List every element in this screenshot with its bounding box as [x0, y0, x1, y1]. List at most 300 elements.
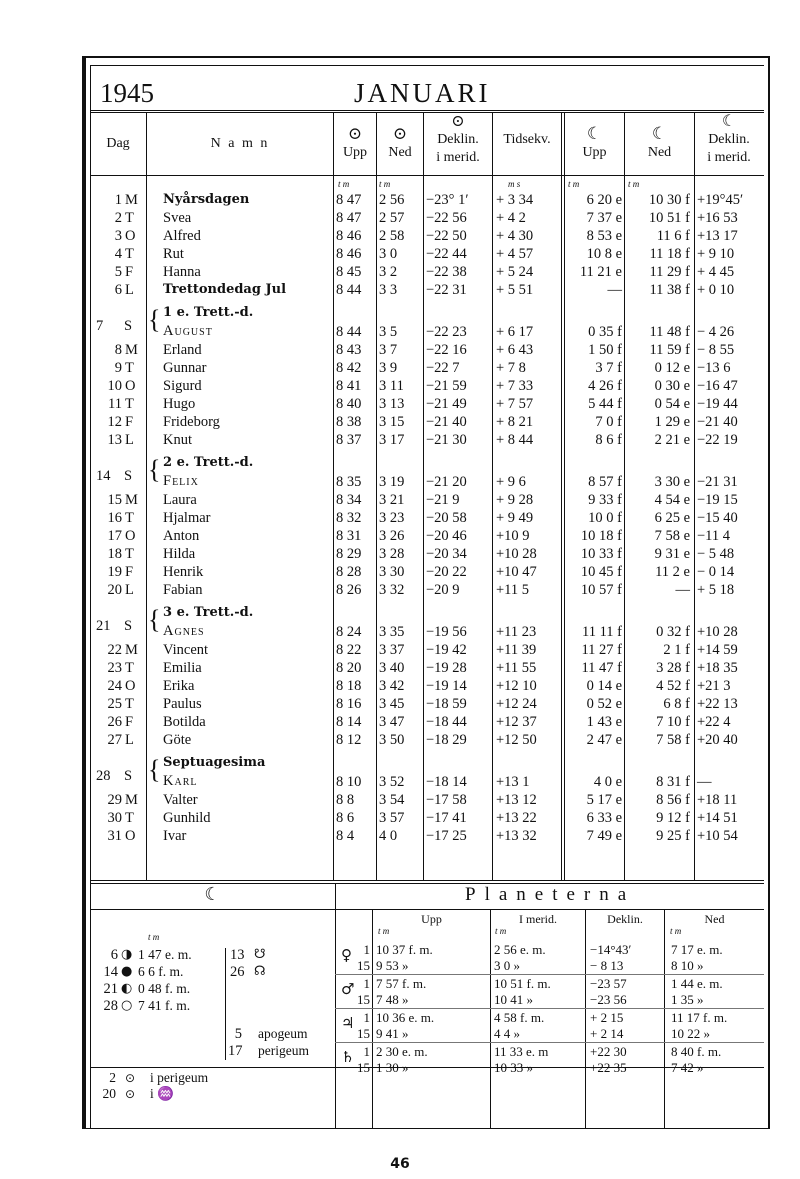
name-of-day: Svea — [163, 210, 192, 226]
sun-note-day: 20 — [102, 1086, 116, 1101]
planet-meridian: 3 0 » — [494, 958, 520, 973]
sun-set: 3 21 — [379, 492, 405, 508]
sun-declination: −20 46 — [426, 528, 467, 544]
planet-declination: −14°43′ — [590, 942, 632, 957]
equation-of-time: +13 32 — [496, 828, 537, 844]
sun-rise: 8 14 — [336, 714, 362, 730]
moon-set: 7 58 f — [656, 732, 690, 748]
moon-declination: + 4 45 — [697, 264, 735, 280]
planet-meridian: 2 56 e. m. — [494, 942, 546, 957]
sun-set: 3 35 — [379, 624, 405, 640]
sunday-number: 7 — [96, 318, 104, 334]
sun-rise: 8 20 — [336, 660, 362, 676]
day-number: 11 — [108, 396, 122, 412]
sun-declination: −19 28 — [426, 660, 467, 676]
moon-rise: 0 52 e — [586, 696, 622, 712]
moon-declination: −15 40 — [697, 510, 738, 526]
moon-set: 4 54 e — [654, 492, 690, 508]
moon-declination: +13 17 — [697, 228, 738, 244]
weekday: T — [125, 210, 134, 226]
moon-phase-icon: ◑ — [121, 947, 133, 962]
moon-rise: 1 50 f — [588, 342, 622, 358]
moon-set: 11 2 e — [655, 564, 690, 580]
sun-set: 4 0 — [379, 828, 398, 844]
moon-rise: 10 45 f — [580, 564, 622, 580]
sun-rise: 8 16 — [336, 696, 362, 712]
day-number: 16 — [107, 510, 122, 526]
node-icon: ☋ — [254, 947, 266, 962]
moon-set: 9 25 f — [656, 828, 690, 844]
moon-set: 1 29 e — [654, 414, 690, 430]
planet-col-dekl: Deklin. — [607, 912, 643, 926]
name-of-day: Hanna — [163, 264, 201, 280]
sun-note-text: i perigeum — [150, 1070, 209, 1085]
name-of-day: Vincent — [163, 642, 209, 658]
weekday: O — [125, 678, 136, 694]
brace-glyph: { — [148, 605, 161, 634]
equation-of-time: + 7 57 — [496, 396, 534, 412]
planet-col-ned: Ned — [704, 912, 725, 926]
planet-symbol-icon: ♂ — [341, 980, 355, 998]
moon-inner-divider — [225, 948, 226, 1060]
sunday-day: S — [124, 318, 133, 334]
moon-declination: +22 13 — [697, 696, 738, 712]
unit-label: t m — [495, 926, 507, 936]
sun-rise: 8 12 — [336, 732, 362, 748]
header-sun-upp: Upp — [342, 145, 368, 160]
planet-declination: −23 57 — [590, 976, 627, 991]
unit-label: t m — [568, 179, 580, 189]
name-of-day: Ivar — [163, 828, 187, 844]
equation-of-time: + 6 43 — [496, 342, 534, 358]
weekday: T — [125, 660, 134, 676]
unit-label: m s — [508, 179, 521, 189]
name-of-day: Alfred — [163, 228, 201, 244]
name-of-day: Trettondedag Jul — [163, 282, 287, 297]
equation-of-time: + 8 21 — [496, 414, 534, 430]
column-rule-3 — [423, 113, 424, 880]
sun-note-rule — [90, 1067, 764, 1068]
moon-rise: 4 0 e — [593, 774, 622, 790]
apsis-label: perigeum — [258, 1043, 309, 1058]
weekday: M — [125, 342, 138, 358]
phase-time: 0 48 f. m. — [138, 981, 191, 996]
moon-icon: ☾ — [204, 884, 221, 904]
sun-icon: ⊙ — [125, 1071, 136, 1085]
moon-declination: +14 51 — [697, 810, 738, 826]
sun-declination: −18 29 — [426, 732, 467, 748]
equation-of-time: + 5 24 — [496, 264, 534, 280]
header-namn: N a m n — [210, 136, 270, 151]
moon-set: 11 29 f — [649, 264, 690, 280]
sun-set: 3 13 — [379, 396, 405, 412]
moon-rise: 5 17 e — [586, 792, 622, 808]
moon-rise: 5 44 f — [588, 396, 622, 412]
weekday: L — [125, 282, 134, 298]
node-day: 13 — [230, 947, 245, 963]
moon-rise: 10 8 e — [586, 246, 622, 262]
moon-set: 0 30 e — [654, 378, 690, 394]
sunday-name: Felix — [163, 473, 199, 489]
sun-set: 3 32 — [379, 582, 405, 598]
day-number: 2 — [114, 210, 122, 226]
month-title: JANUARI — [354, 78, 491, 108]
sun-declination: −22 38 — [426, 264, 467, 280]
moon-rise: 10 33 f — [580, 546, 622, 562]
apsis-day: 5 — [234, 1026, 242, 1042]
sun-set: 3 9 — [379, 360, 398, 376]
sunday-number: 21 — [96, 618, 111, 634]
equation-of-time: + 9 49 — [496, 510, 534, 526]
sun-icon: ⊙ — [347, 124, 363, 143]
moon-set: 6 8 f — [663, 696, 690, 712]
header-moon-upp: Upp — [582, 145, 607, 160]
sun-rise: 8 6 — [336, 810, 355, 826]
planet-set: 1 44 e. m. — [671, 976, 723, 991]
sun-rise: 8 35 — [336, 474, 362, 490]
header-rule — [90, 175, 764, 176]
unit-label: t m — [148, 932, 160, 942]
moon-rise: 4 26 f — [588, 378, 622, 394]
planet-rise: 7 48 » — [376, 992, 409, 1007]
moon-declination: +22 4 — [697, 714, 731, 730]
day-number: 1 — [114, 192, 122, 208]
planet-row-rule — [335, 1008, 764, 1009]
sun-rise: 8 47 — [336, 192, 362, 208]
day-number: 30 — [107, 810, 122, 826]
moon-rise: 3 7 f — [595, 360, 622, 376]
equation-of-time: +10 28 — [496, 546, 537, 562]
moon-declination: − 8 55 — [697, 342, 735, 358]
equation-of-time: + 4 57 — [496, 246, 534, 262]
moon-declination: — — [697, 774, 712, 790]
moon-declination: −21 40 — [697, 414, 738, 430]
year-title: 1945 — [100, 78, 154, 108]
sun-declination: −22 50 — [426, 228, 467, 244]
apsis-label: apogeum — [258, 1026, 308, 1041]
header-sun-dekl: Deklin. — [437, 132, 479, 147]
column-rule-2 — [376, 113, 377, 880]
phase-day: 14 — [103, 964, 118, 980]
moon-declination: −11 4 — [697, 528, 731, 544]
header-moon-ned: Ned — [647, 145, 672, 160]
weekday: T — [125, 510, 134, 526]
sunday-title: Septuagesima — [163, 755, 266, 770]
planet-meridian: 10 41 » — [494, 992, 533, 1007]
planet-set: 10 22 » — [671, 1026, 710, 1041]
moon-set: 7 10 f — [656, 714, 690, 730]
moon-set: 3 30 e — [654, 474, 690, 490]
moon-set: 9 12 f — [656, 810, 690, 826]
planet-declination: + 2 15 — [590, 1010, 624, 1025]
planet-col-upp: Upp — [421, 912, 442, 926]
sun-set: 3 23 — [379, 510, 405, 526]
sun-rise: 8 32 — [336, 510, 362, 526]
moon-set: — — [675, 582, 690, 598]
equation-of-time: +12 37 — [496, 714, 537, 730]
moon-rise: 6 33 e — [586, 810, 622, 826]
equation-of-time: +13 1 — [496, 774, 530, 790]
equation-of-time: +12 24 — [496, 696, 537, 712]
moon-set: 3 28 f — [656, 660, 690, 676]
moon-set: 6 25 e — [654, 510, 690, 526]
sun-rise: 8 8 — [336, 792, 355, 808]
name-of-day: Gunhild — [163, 810, 211, 826]
name-of-day: Botilda — [163, 714, 206, 730]
moon-rise: 6 20 e — [586, 192, 622, 208]
sun-declination: −21 9 — [426, 492, 460, 508]
planet-symbol-icon: ♃ — [341, 1014, 355, 1032]
name-of-day: Hugo — [163, 396, 196, 412]
moon-rise: 11 11 f — [581, 624, 622, 640]
phase-time: 1 47 e. m. — [138, 947, 192, 962]
equation-of-time: +12 10 — [496, 678, 537, 694]
sun-rise: 8 28 — [336, 564, 362, 580]
equation-of-time: + 8 44 — [496, 432, 534, 448]
weekday: T — [125, 546, 134, 562]
equation-of-time: +10 9 — [496, 528, 530, 544]
moon-title-rule — [90, 909, 335, 910]
moon-rise: — — [607, 282, 622, 298]
sun-set: 2 58 — [379, 228, 405, 244]
equation-of-time: + 9 28 — [496, 492, 534, 508]
moon-rise: 10 18 f — [580, 528, 622, 544]
bottom-table-rule — [90, 880, 764, 881]
moon-set: 0 32 f — [656, 624, 690, 640]
moon-rise: 8 6 f — [595, 432, 622, 448]
weekday: T — [125, 696, 134, 712]
moon-set: 2 1 f — [663, 642, 690, 658]
sun-rise: 8 22 — [336, 642, 362, 658]
moon-declination: −21 31 — [697, 474, 738, 490]
moon-icon: ☾ — [651, 124, 668, 143]
sun-declination: −21 49 — [426, 396, 467, 412]
weekday: F — [125, 714, 134, 730]
moon-declination: +19°45′ — [697, 192, 744, 208]
sun-rise: 8 40 — [336, 396, 362, 412]
page-number: 46 — [390, 1156, 410, 1172]
equation-of-time: +11 23 — [496, 624, 537, 640]
unit-label: t m — [378, 926, 390, 936]
moon-set: 2 21 e — [654, 432, 690, 448]
sun-icon: ⊙ — [125, 1087, 136, 1101]
sun-note-text: i ♒ — [150, 1086, 174, 1101]
sun-rise: 8 41 — [336, 378, 362, 394]
planet-date: 15 — [357, 992, 370, 1007]
sun-declination: −21 59 — [426, 378, 467, 394]
weekday: T — [125, 396, 134, 412]
sun-declination: −20 58 — [426, 510, 467, 526]
sun-declination: −21 20 — [426, 474, 467, 490]
day-number: 15 — [107, 492, 122, 508]
weekday: O — [125, 378, 136, 394]
equation-of-time: +13 22 — [496, 810, 537, 826]
sun-set: 2 57 — [379, 210, 405, 226]
name-of-day: Hjalmar — [163, 510, 211, 526]
weekday: T — [125, 246, 134, 262]
column-rule-4 — [492, 113, 493, 880]
moon-declination: +10 28 — [697, 624, 738, 640]
node-icon: ☊ — [254, 964, 266, 979]
name-of-day: Valter — [163, 792, 198, 808]
sun-set: 3 2 — [379, 264, 398, 280]
day-number: 19 — [107, 564, 122, 580]
sunday-day: S — [124, 618, 133, 634]
name-of-day: Nyårsdagen — [163, 192, 250, 207]
sun-set: 3 3 — [379, 282, 398, 298]
weekday: F — [125, 414, 134, 430]
moon-phase-icon: ● — [121, 964, 133, 979]
moon-declination: + 0 10 — [697, 282, 735, 298]
planet-title: Planeterna — [465, 884, 636, 905]
sunday-day: S — [124, 768, 133, 784]
moon-phase-icon: ◐ — [121, 981, 133, 996]
phase-time: 6 6 f. m. — [138, 964, 184, 979]
moon-set: 11 59 f — [649, 342, 690, 358]
sun-declination: −18 44 — [426, 714, 467, 730]
name-of-day: Henrik — [163, 564, 204, 580]
moon-rise: 8 57 f — [588, 474, 622, 490]
day-number: 29 — [107, 792, 122, 808]
planet-date: 1 — [363, 976, 370, 991]
moon-declination: +18 11 — [697, 792, 738, 808]
name-of-day: Sigurd — [163, 378, 202, 394]
sun-declination: −19 14 — [426, 678, 467, 694]
moon-set: 0 12 e — [654, 360, 690, 376]
planet-row-rule — [335, 1042, 764, 1043]
name-of-day: Erland — [163, 342, 202, 358]
moon-declination: −19 44 — [697, 396, 738, 412]
day-number: 17 — [107, 528, 122, 544]
weekday: M — [125, 192, 138, 208]
weekday: T — [125, 810, 134, 826]
sun-declination: −18 14 — [426, 774, 467, 790]
name-of-day: Hilda — [163, 546, 196, 562]
sun-set: 3 30 — [379, 564, 405, 580]
sun-rise: 8 31 — [336, 528, 362, 544]
moon-rise: 11 21 e — [579, 264, 622, 280]
weekday: L — [125, 582, 134, 598]
sun-set: 3 19 — [379, 474, 405, 490]
moon-set: 8 31 f — [656, 774, 690, 790]
day-number: 23 — [107, 660, 122, 676]
brace-glyph: { — [148, 455, 161, 484]
moon-declination: + 5 18 — [697, 582, 735, 598]
equation-of-time: + 7 33 — [496, 378, 534, 394]
moon-declination: −16 47 — [697, 378, 738, 394]
sunday-name: Karl — [163, 773, 198, 789]
planet-meridian: 4 58 f. m. — [494, 1010, 545, 1025]
day-number: 27 — [107, 732, 122, 748]
planet-row-rule — [335, 974, 764, 975]
moon-set: 10 51 f — [648, 210, 690, 226]
sun-rise: 8 29 — [336, 546, 362, 562]
planet-date: 1 — [363, 1010, 370, 1025]
moon-set: 0 54 e — [654, 396, 690, 412]
brace-glyph: { — [148, 755, 161, 784]
sun-rise: 8 34 — [336, 492, 362, 508]
header-tidsekv: Tidsekv. — [503, 132, 551, 147]
sun-set: 2 56 — [379, 192, 405, 208]
weekday: O — [125, 828, 136, 844]
sun-rise: 8 38 — [336, 414, 362, 430]
day-number: 8 — [114, 342, 122, 358]
moon-planet-divider — [335, 883, 336, 1129]
equation-of-time: +10 47 — [496, 564, 537, 580]
unit-label: t m — [628, 179, 640, 189]
moon-declination: + 9 10 — [697, 246, 735, 262]
moon-declination: +10 54 — [697, 828, 738, 844]
sun-set: 3 50 — [379, 732, 405, 748]
equation-of-time: + 7 8 — [496, 360, 526, 376]
sunday-name: Agnes — [163, 623, 205, 639]
planet-set: 8 40 f. m. — [671, 1044, 722, 1059]
equation-of-time: + 3 34 — [496, 192, 534, 208]
equation-of-time: + 9 6 — [496, 474, 526, 490]
sun-rise: 8 24 — [336, 624, 362, 640]
sun-declination: −22 31 — [426, 282, 467, 298]
phase-day: 6 — [110, 947, 118, 963]
day-number: 13 — [107, 432, 122, 448]
sun-declination: −20 9 — [426, 582, 460, 598]
day-number: 5 — [114, 264, 122, 280]
phase-day: 21 — [103, 981, 118, 997]
sun-declination: −19 42 — [426, 642, 467, 658]
day-number: 6 — [114, 282, 122, 298]
planet-rise: 10 37 f. m. — [376, 942, 433, 957]
title-rule-2 — [90, 112, 764, 113]
sun-rise: 8 42 — [336, 360, 362, 376]
moon-set: 7 58 e — [654, 528, 690, 544]
sun-rise: 8 46 — [336, 228, 362, 244]
sun-declination: −18 59 — [426, 696, 467, 712]
moon-icon: ☾ — [586, 124, 603, 143]
planet-rise: 9 53 » — [376, 958, 409, 973]
sun-set: 3 37 — [379, 642, 405, 658]
name-of-day: Erika — [163, 678, 195, 694]
header-sun-ned: Ned — [388, 145, 412, 160]
moon-declination: − 0 14 — [697, 564, 735, 580]
moon-set: 4 52 f — [656, 678, 690, 694]
planet-set: 7 42 » — [671, 1060, 704, 1075]
sun-rise: 8 46 — [336, 246, 362, 262]
moon-declination: −13 6 — [697, 360, 731, 376]
planet-rise: 2 30 e. m. — [376, 1044, 428, 1059]
sun-note-day: 2 — [109, 1070, 116, 1085]
name-of-day: Rut — [163, 246, 184, 262]
sun-rise: 8 18 — [336, 678, 362, 694]
name-of-day: Knut — [163, 432, 192, 448]
planet-rise: 9 41 » — [376, 1026, 409, 1041]
column-rule-1 — [333, 113, 334, 880]
day-number: 31 — [107, 828, 122, 844]
moon-rise: 11 47 f — [581, 660, 622, 676]
planet-declination: −23 56 — [590, 992, 627, 1007]
weekday: L — [125, 432, 134, 448]
planet-rule-1 — [490, 910, 491, 1129]
column-rule-dbl — [561, 113, 562, 880]
sun-rise: 8 37 — [336, 432, 362, 448]
bottom-table-rule-2 — [90, 883, 764, 884]
planet-date: 1 — [363, 942, 370, 957]
planet-date: 15 — [357, 1060, 370, 1075]
weekday: F — [125, 564, 134, 580]
sun-set: 3 57 — [379, 810, 405, 826]
sun-declination: −20 22 — [426, 564, 467, 580]
day-number: 20 — [107, 582, 122, 598]
unit-label: t m — [670, 926, 682, 936]
moon-declination: − 5 48 — [697, 546, 735, 562]
